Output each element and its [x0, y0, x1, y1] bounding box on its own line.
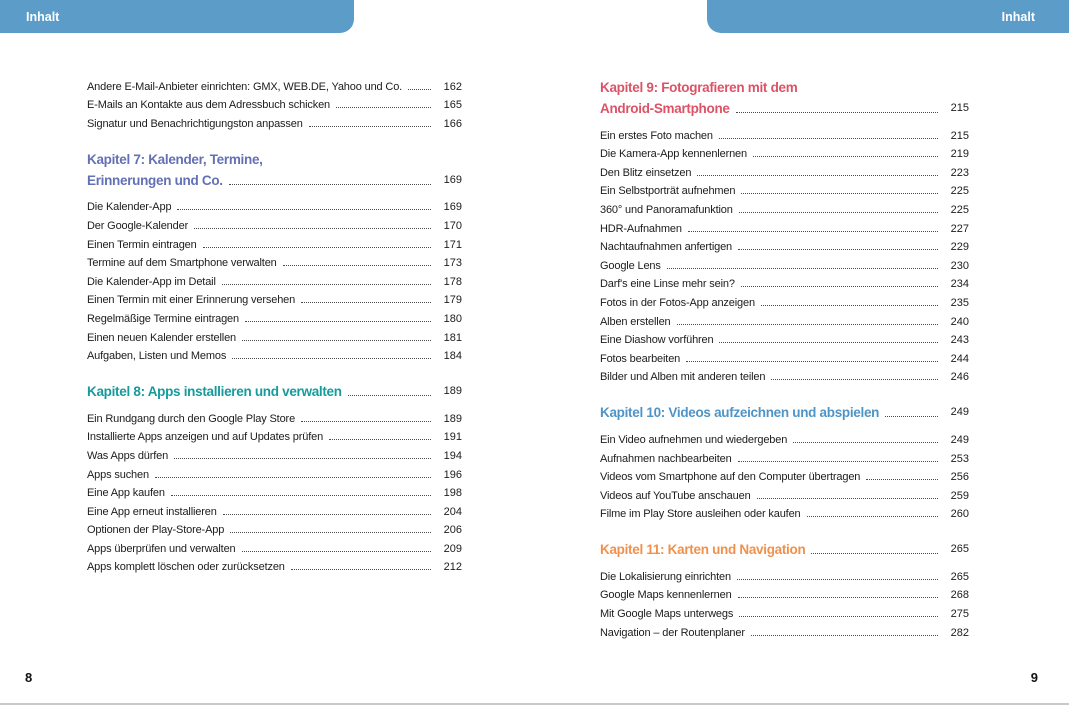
toc-entry-page: 244 [950, 352, 969, 365]
toc-entry[interactable] [87, 111, 462, 130]
toc-entry-title: Eine App kaufen [87, 487, 165, 500]
toc-entry-list [87, 406, 462, 573]
toc-entry-title: Aufnahmen nachbearbeiten [600, 452, 732, 465]
dotted-leader [761, 305, 938, 306]
dotted-leader [738, 249, 938, 250]
toc-entry-title: Ein Video aufnehmen und wiedergeben [600, 433, 788, 446]
toc-entry-title: 360° und Panoramafunktion [600, 203, 733, 216]
left-header-tab-label: Inhalt [26, 9, 60, 24]
toc-entry-title: Videos vom Smartphone auf den Computer übertragen [600, 471, 861, 484]
toc-entry[interactable] [87, 93, 462, 112]
dotted-leader [667, 268, 938, 269]
toc-entry-title: Alben erstellen [600, 315, 671, 328]
toc-entry[interactable] [87, 462, 462, 481]
dotted-leader [229, 184, 431, 185]
chapter-heading-title: Kapitel 11: Karten und Navigation [600, 542, 806, 558]
toc-entry-page: 179 [443, 294, 462, 307]
toc-entry-page: 169 [443, 201, 462, 214]
toc-entry-list [87, 195, 462, 362]
toc-entry-title: Apps suchen [87, 468, 149, 481]
toc-entry-page: 180 [443, 312, 462, 325]
toc-entry-page: 227 [950, 222, 969, 235]
toc-entry[interactable] [600, 235, 969, 254]
toc-entry-title: Einen neuen Kalender erstellen [87, 331, 237, 344]
dotted-leader [283, 265, 431, 266]
toc-entry[interactable] [87, 232, 462, 251]
left-page-toc [87, 74, 462, 573]
dotted-leader [222, 284, 431, 285]
toc-entry-title: Nachtaufnahmen anfertigen [600, 241, 733, 254]
toc-entry-page: 171 [443, 238, 462, 251]
right-header-tab [707, 0, 1069, 33]
toc-entry-page: 240 [950, 315, 969, 328]
chapter-heading-row[interactable] [600, 74, 969, 95]
toc-entry-page: 223 [950, 166, 969, 179]
toc-entry-title: Einen Termin mit einer Erinnerung versehen [87, 294, 296, 307]
dotted-leader [348, 395, 431, 396]
dotted-leader [194, 228, 431, 229]
dotted-leader [866, 479, 938, 480]
dotted-leader [203, 247, 431, 248]
toc-entry-title: Einen Termin eintragen [87, 238, 197, 251]
chapter-heading-title: Erinnerungen und Co. [87, 172, 223, 188]
toc-entry-page: 230 [950, 259, 969, 272]
toc-entry[interactable] [600, 365, 969, 384]
toc-entry-page: 229 [950, 241, 969, 254]
dotted-leader [697, 175, 938, 176]
toc-entry-page: 181 [443, 331, 462, 344]
toc-entry[interactable] [87, 269, 462, 288]
toc-entry-title: Ein erstes Foto machen [600, 129, 713, 142]
toc-entry[interactable] [600, 197, 969, 216]
toc-entry-page: 170 [443, 219, 462, 232]
toc-entry-title: Bilder und Alben mit anderen teilen [600, 371, 766, 384]
toc-entry-page: 282 [950, 626, 969, 639]
toc-section [600, 536, 969, 638]
toc-entry[interactable] [87, 499, 462, 518]
toc-entry-page: 225 [950, 185, 969, 198]
chapter-heading-title: Android-Smartphone [600, 101, 730, 116]
toc-section [600, 74, 969, 383]
toc-entry[interactable] [600, 309, 969, 328]
toc-entry[interactable] [600, 346, 969, 365]
toc-entry[interactable] [600, 620, 969, 639]
toc-entry-title: Darf's eine Linse mehr sein? [600, 278, 735, 291]
toc-entry-page: 260 [950, 508, 969, 521]
dotted-leader [232, 358, 431, 359]
toc-entry[interactable] [87, 481, 462, 500]
dotted-leader [757, 498, 938, 499]
dotted-leader [242, 551, 431, 552]
dotted-leader [242, 340, 431, 341]
dotted-leader [771, 379, 938, 380]
toc-entry-page: 209 [443, 542, 462, 555]
dotted-leader [739, 616, 938, 617]
dotted-leader [245, 321, 431, 322]
toc-entry[interactable] [600, 465, 969, 484]
toc-entry-title: Eine Diashow vorführen [600, 334, 714, 347]
toc-entry[interactable] [600, 253, 969, 272]
toc-entry-page: 259 [950, 489, 969, 502]
dotted-leader [155, 477, 431, 478]
toc-entry[interactable] [600, 142, 969, 161]
toc-entry-page: 198 [443, 487, 462, 500]
toc-entry[interactable] [600, 123, 969, 142]
toc-entry-list [87, 74, 462, 130]
toc-entry-page: 246 [950, 371, 969, 384]
toc-entry-title: Navigation – der Routenplaner [600, 626, 745, 639]
toc-entry[interactable] [87, 195, 462, 214]
toc-entry[interactable] [600, 502, 969, 521]
toc-section [87, 74, 462, 130]
right-page-number: 9 [1030, 670, 1038, 685]
toc-entry[interactable] [87, 288, 462, 307]
left-page-number: 8 [25, 670, 33, 685]
chapter-heading-row[interactable] [87, 167, 462, 188]
toc-entry[interactable] [600, 272, 969, 291]
dotted-leader [807, 516, 938, 517]
toc-entry-title: Fotos in der Fotos-App anzeigen [600, 296, 755, 309]
toc-entry[interactable] [87, 251, 462, 270]
chapter-heading-row[interactable] [600, 536, 969, 557]
toc-entry-title: Die Kalender-App [87, 201, 172, 214]
chapter-heading-row[interactable] [600, 399, 969, 420]
dotted-leader [329, 439, 431, 440]
chapter-heading-row[interactable] [87, 146, 462, 167]
toc-entry-title: E-Mails an Kontakte aus dem Adressbuch schicken [87, 99, 331, 112]
toc-entry-title: Den Blitz einsetzen [600, 166, 692, 179]
toc-entry-page: 253 [950, 452, 969, 465]
toc-entry[interactable] [87, 325, 462, 344]
chapter-heading-title: Kapitel 9: Fotografieren mit dem [600, 80, 798, 95]
toc-section [87, 378, 462, 573]
dotted-leader [736, 112, 938, 113]
dotted-leader [230, 532, 431, 533]
chapter-heading-page: 189 [443, 385, 462, 398]
dotted-leader [177, 209, 431, 210]
toc-entry-page: 165 [443, 99, 462, 112]
chapter-heading-title: Kapitel 10: Videos aufzeichnen und abspielen [600, 405, 880, 421]
toc-entry-title: Der Google-Kalender [87, 219, 189, 232]
toc-entry[interactable] [600, 290, 969, 309]
dotted-leader [739, 212, 938, 213]
chapter-heading-page: 169 [443, 173, 462, 186]
toc-entry[interactable] [600, 179, 969, 198]
toc-entry-title: Die Kamera-App kennenlernen [600, 148, 747, 161]
toc-entry-page: 249 [950, 433, 969, 446]
chapter-heading-page: 249 [950, 406, 969, 419]
chapter-heading-row[interactable] [600, 95, 969, 116]
toc-entry[interactable] [600, 328, 969, 347]
toc-entry-title: Aufgaben, Listen und Memos [87, 350, 227, 363]
dotted-leader [811, 553, 938, 554]
toc-entry-page: 206 [443, 524, 462, 537]
toc-entry[interactable] [87, 74, 462, 93]
toc-entry[interactable] [600, 427, 969, 446]
toc-entry-title: Fotos bearbeiten [600, 352, 681, 365]
chapter-heading-title: Kapitel 7: Kalender, Termine, [87, 151, 263, 167]
toc-entry-page: 196 [443, 468, 462, 481]
dotted-leader [737, 579, 938, 580]
toc-entry-title: Termine auf dem Smartphone verwalten [87, 257, 277, 270]
dotted-leader [741, 193, 938, 194]
toc-entry[interactable] [600, 446, 969, 465]
toc-entry-title: Signatur und Benachrichtigungston anpassen [87, 117, 303, 130]
toc-entry[interactable] [600, 160, 969, 179]
toc-section [87, 146, 462, 362]
dotted-leader [753, 156, 938, 157]
dotted-leader [336, 107, 431, 108]
toc-entry[interactable] [87, 555, 462, 574]
toc-entry-title: Ein Rundgang durch den Google Play Store [87, 412, 296, 425]
toc-entry-page: 256 [950, 471, 969, 484]
dotted-leader [719, 138, 938, 139]
dotted-leader [174, 458, 431, 459]
toc-entry-page: 173 [443, 257, 462, 270]
toc-entry-title: HDR-Aufnahmen [600, 222, 682, 235]
dotted-leader [677, 324, 938, 325]
dotted-leader [751, 635, 938, 636]
toc-entry-list [600, 427, 969, 520]
toc-entry-title: Was Apps dürfen [87, 449, 169, 462]
dotted-leader [885, 416, 938, 417]
toc-entry-title: Mit Google Maps unterwegs [600, 608, 734, 621]
toc-entry-title: Filme im Play Store ausleihen oder kaufen [600, 508, 801, 521]
chapter-heading-row[interactable] [87, 378, 462, 399]
toc-entry[interactable] [600, 483, 969, 502]
chapter-heading-page: 265 [950, 543, 969, 556]
toc-entry[interactable] [87, 344, 462, 363]
toc-entry-page: 212 [443, 561, 462, 574]
dotted-leader [738, 461, 938, 462]
toc-entry-title: Eine App erneut installieren [87, 505, 217, 518]
dotted-leader [741, 286, 938, 287]
toc-entry-title: Videos auf YouTube anschauen [600, 489, 751, 502]
toc-entry-page: 204 [443, 505, 462, 518]
toc-entry[interactable] [87, 536, 462, 555]
dotted-leader [171, 495, 431, 496]
toc-entry-title: Apps überprüfen und verwalten [87, 542, 236, 555]
right-header-tab-label: Inhalt [1001, 9, 1035, 24]
chapter-heading-title: Kapitel 8: Apps installieren und verwalten [87, 384, 342, 400]
page-bottom-edge [0, 703, 1069, 705]
toc-entry-page: 275 [950, 608, 969, 621]
toc-entry-list [600, 564, 969, 638]
toc-entry-page: 162 [443, 80, 462, 93]
toc-entry-title: Google Lens [600, 259, 661, 272]
toc-entry-page: 178 [443, 275, 462, 288]
toc-entry-title: Ein Selbstporträt aufnehmen [600, 185, 736, 198]
toc-entry[interactable] [87, 213, 462, 232]
toc-entry[interactable] [87, 406, 462, 425]
dotted-leader [223, 514, 431, 515]
toc-entry[interactable] [87, 518, 462, 537]
toc-entry-page: 219 [950, 148, 969, 161]
dotted-leader [408, 89, 431, 90]
toc-entry-page: 225 [950, 203, 969, 216]
dotted-leader [688, 231, 938, 232]
toc-entry-page: 243 [950, 334, 969, 347]
chapter-heading-page: 215 [950, 102, 969, 114]
toc-entry-title: Regelmäßige Termine eintragen [87, 312, 239, 325]
toc-entry[interactable] [600, 601, 969, 620]
left-header-tab [0, 0, 354, 33]
toc-entry-title: Installierte Apps anzeigen und auf Updates prüfen [87, 431, 324, 444]
right-page-toc [600, 74, 969, 639]
dotted-leader [738, 597, 938, 598]
toc-entry[interactable] [87, 443, 462, 462]
toc-entry-page: 184 [443, 350, 462, 363]
toc-entry-page: 191 [443, 431, 462, 444]
toc-entry-title: Andere E-Mail-Anbieter einrichten: GMX, WEB.DE, Yahoo und Co. [87, 80, 403, 93]
toc-entry[interactable] [600, 564, 969, 583]
toc-entry-page: 235 [950, 296, 969, 309]
dotted-leader [719, 342, 938, 343]
toc-entry[interactable] [87, 425, 462, 444]
toc-entry-page: 215 [950, 129, 969, 142]
toc-entry-page: 234 [950, 278, 969, 291]
toc-entry-list [600, 123, 969, 383]
dotted-leader [301, 421, 431, 422]
toc-entry-title: Die Lokalisierung einrichten [600, 570, 731, 583]
dotted-leader [301, 302, 431, 303]
toc-entry-page: 166 [443, 117, 462, 130]
toc-entry[interactable] [600, 216, 969, 235]
toc-section [600, 399, 969, 520]
toc-entry-page: 268 [950, 589, 969, 602]
toc-entry-title: Die Kalender-App im Detail [87, 275, 216, 288]
toc-entry-title: Apps komplett löschen oder zurücksetzen [87, 561, 285, 574]
dotted-leader [291, 569, 431, 570]
toc-entry-page: 265 [950, 570, 969, 583]
toc-entry-title: Optionen der Play-Store-App [87, 524, 225, 537]
toc-entry-page: 189 [443, 412, 462, 425]
dotted-leader [686, 361, 938, 362]
toc-entry[interactable] [87, 306, 462, 325]
toc-entry[interactable] [600, 583, 969, 602]
toc-entry-title: Google Maps kennenlernen [600, 589, 732, 602]
dotted-leader [793, 442, 938, 443]
toc-entry-page: 194 [443, 449, 462, 462]
dotted-leader [309, 126, 431, 127]
